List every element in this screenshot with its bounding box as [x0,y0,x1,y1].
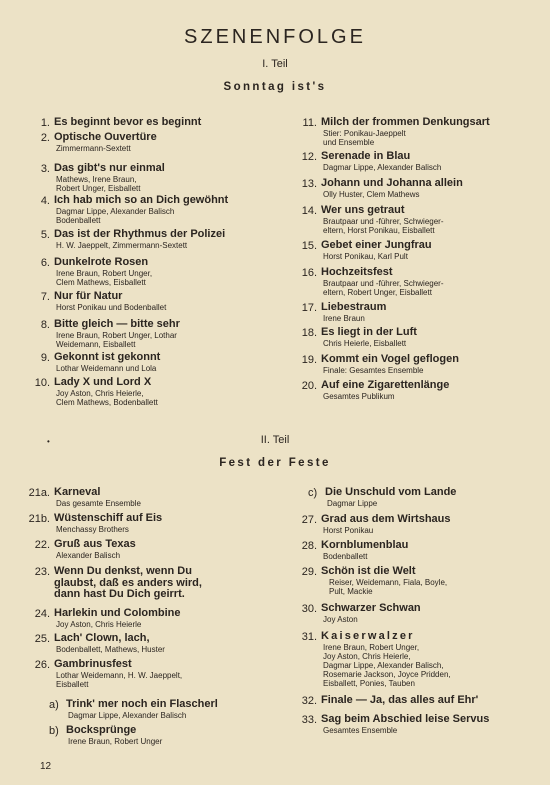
item-title: Die Unschuld vom Lande [325,486,457,498]
item-detail: Rosemarie Jackson, Joyce Pridden, [323,669,451,679]
item-title: Es beginnt bevor es beginnt [54,116,202,128]
item-title: Optische Ouvertüre [54,131,157,143]
item-title: Bitte gleich — bitte sehr [54,318,180,330]
item-number: 26. [34,659,50,671]
item-title: Finale — Ja, das alles auf Ehr' [321,694,479,706]
item-detail: Irene Braun, Robert Unger, Lothar [56,330,177,340]
list-item [28,117,278,132]
item-number: 8. [40,319,50,331]
item-number: 14. [301,205,317,217]
item-detail: Irene Braun, Robert Unger, [323,642,420,652]
list-item [295,240,543,267]
item-title: Kaiserwalzer [321,630,415,642]
item-detail: Brautpaar und -führer, Schwieger- [323,216,444,226]
sub-list-item [22,699,284,725]
item-title: Kornblumenblau [321,539,409,551]
item-detail: Bodenballett [323,551,368,561]
item-detail: Alexander Balisch [56,550,121,560]
item-title: Das ist der Rhythmus der Polizei [54,228,226,240]
item-number: 13. [301,178,317,190]
item-detail: Bodenballett [56,215,101,225]
item-number: 2. [40,132,50,144]
item-detail: Bodenballett, Mathews, Huster [56,644,165,654]
item-title-line: glaubst, daß es anders wird, [54,576,202,589]
page-title: SZENENFOLGE [184,26,366,48]
item-title: Schön ist die Welt [321,565,416,577]
item-title: Wenn Du denkst, wenn Du [54,565,192,577]
item-detail: Eisballett, Ponies, Tauben [323,678,415,688]
item-number: 5. [40,229,50,241]
list-item [295,327,543,354]
item-title: Gruß aus Texas [54,538,136,550]
item-detail: Zimmermann-Sextett [56,143,131,153]
list-item [28,319,278,352]
list-item [295,603,545,631]
item-number: 28. [301,540,317,552]
item-detail: Weidemann, Eisballett [56,339,136,349]
item-title: Kommt ein Vogel geflogen [321,353,459,365]
item-detail: Brautpaar und -führer, Schwieger- [323,278,444,288]
list-item [295,695,545,714]
item-number: 23. [34,566,50,578]
item-detail: Horst Ponikau, Karl Pult [323,251,408,261]
item-title: Grad aus dem Wirtshaus [321,513,451,525]
item-title: Gebet einer Jungfrau [321,239,432,251]
item-detail: Irene Braun, Robert Unger, [56,268,153,278]
item-title: Wer uns getraut [321,204,405,216]
item-number: 30. [301,603,317,615]
list-item [295,302,543,327]
item-detail: Dagmar Lippe [327,498,378,508]
list-item [295,631,545,695]
item-title: Harlekin und Colombine [54,607,181,619]
item-number: 16. [301,267,317,279]
item-detail: Lothar Weidemann, H. W. Jaeppelt, [56,670,183,680]
item-number: 7. [40,291,50,303]
sub-list-item [295,487,545,514]
item-detail: Joy Aston [323,614,358,624]
list-item [295,514,545,540]
list-item [22,539,284,566]
item-detail: Chris Heierle, Eisballett [323,338,407,348]
bullet-dot: • [47,437,50,446]
item-number: 22. [34,539,50,551]
list-item [295,566,545,603]
item-number: 3. [40,163,50,175]
list-item [295,380,543,406]
item-detail: Robert Unger, Eisballett [56,183,141,193]
item-detail: H. W. Jaeppelt, Zimmermann-Sextett [56,240,188,250]
item-detail: Finale: Gesamtes Ensemble [323,365,424,375]
list-item [28,195,278,229]
list-item [22,566,284,608]
item-title: Es liegt in der Luft [321,326,417,338]
list-item [295,714,545,740]
item-title: Dunkelrote Rosen [54,256,149,268]
item-title-line: dann hast Du Dich geirrt. [54,588,185,600]
item-title: Das gibt's nur einmal [54,162,165,174]
part2-subtitle: Fest der Feste [219,457,331,469]
item-title: Bocksprünge [66,724,137,736]
item-detail: Lothar Weidemann und Lola [56,363,157,373]
item-detail: Eisballett [56,679,89,689]
list-item [22,487,284,513]
list-item [295,151,543,178]
item-number: 21a. [28,487,50,499]
item-number: 31. [301,631,317,643]
item-detail: Mathews, Irene Braun, [56,174,137,184]
item-title: Gekonnt ist gekonnt [54,351,161,363]
part2-label: II. Teil [260,434,290,446]
list-item [28,352,278,377]
list-item [295,267,543,302]
item-number: 25. [34,633,50,645]
item-number: 33. [301,714,317,726]
item-detail: Clem Mathews, Bodenballett [56,397,158,407]
list-item [22,608,284,633]
item-number: 20. [301,380,317,392]
item-detail: Dagmar Lippe, Alexander Balisch [323,162,442,172]
item-detail: Reiser, Weidemann, Fiala, Boyle, [329,577,448,587]
item-number: 32. [301,695,317,707]
item-number: c) [308,487,318,499]
item-detail: Dagmar Lippe, Alexander Balisch [68,710,187,720]
item-title: Gambrinusfest [54,658,132,670]
item-detail: Horst Ponikau [323,525,374,535]
list-item [295,354,543,380]
item-number: 12. [301,151,317,163]
item-title: Johann und Johanna allein [321,177,463,189]
part1-label: I. Teil [262,58,288,70]
item-number: 15. [301,240,317,252]
sub-list-item [22,725,284,751]
list-item [22,513,284,539]
item-title: Lach' Clown, lach, [54,632,150,644]
item-title: Karneval [54,486,101,498]
item-number: a) [49,699,59,711]
item-detail: Menchassy Brothers [56,524,129,534]
list-item [28,163,278,195]
item-title: Trink' mer noch ein Flascherl [66,698,218,710]
item-number: 9. [40,352,50,364]
list-item [295,205,543,240]
item-detail: Joy Aston, Chris Heierle [56,619,142,629]
item-title: Sag beim Abschied leise Servus [321,713,490,725]
list-item [28,291,278,319]
part1-subtitle: Sonntag ist's [223,81,327,93]
item-detail: Joy Aston, Chris Heierle, [323,651,411,661]
item-detail: Irene Braun [323,313,365,323]
item-number: b) [49,725,59,737]
item-number: 27. [301,514,317,526]
item-detail: Dagmar Lippe, Alexander Balisch [56,206,175,216]
item-detail: eltern, Robert Unger, Eisballett [323,287,432,297]
item-detail: eltern, Horst Ponikau, Eisballett [323,225,435,235]
item-detail: Gesamtes Ensemble [323,725,398,735]
page-number: 12 [40,761,52,772]
list-item [28,377,278,409]
item-title: Hochzeitsfest [321,266,393,278]
item-number: 1. [40,117,50,129]
list-item [28,132,278,163]
item-title: Liebestraum [321,301,387,313]
item-number: 17. [301,302,317,314]
item-number: 18. [301,327,317,339]
item-title: Nur für Natur [54,290,123,302]
list-item [28,229,278,257]
item-number: 11. [302,117,317,129]
item-title: Auf eine Zigarettenlänge [321,379,450,391]
item-number: 6. [40,257,50,269]
item-detail: Pult, Mackie [329,586,373,596]
item-title: Milch der frommen Denkungsart [321,116,490,128]
item-detail: Olly Huster, Clem Mathews [323,189,420,199]
item-title: Schwarzer Schwan [321,602,421,614]
item-detail: Irene Braun, Robert Unger [68,736,163,746]
list-item [22,659,284,699]
item-title: Lady X und Lord X [54,376,152,388]
item-detail: Das gesamte Ensemble [56,498,141,508]
item-title: Wüstenschiff auf Eis [54,512,163,524]
item-detail: Gesamtes Publikum [323,391,395,401]
list-item [28,257,278,291]
item-number: 4. [40,195,50,207]
list-item [22,633,284,659]
item-number: 21b. [28,513,50,525]
item-detail: Stier: Ponikau-Jaeppelt [323,128,406,138]
item-number: 10. [34,377,50,389]
item-detail: und Ensemble [323,137,375,147]
item-number: 19. [301,354,317,366]
list-item [295,117,543,151]
item-number: 24. [34,608,50,620]
item-detail: Clem Mathews, Eisballett [56,277,146,287]
item-title: Serenade in Blau [321,150,411,162]
item-detail: Horst Ponikau und Bodenballet [56,302,167,312]
item-detail: Dagmar Lippe, Alexander Balisch, [323,660,444,670]
item-number: 29. [301,566,317,578]
item-detail: Joy Aston, Chris Heierle, [56,388,144,398]
list-item [295,540,545,566]
item-title: Ich hab mich so an Dich gewöhnt [54,194,229,206]
list-item [295,178,543,205]
